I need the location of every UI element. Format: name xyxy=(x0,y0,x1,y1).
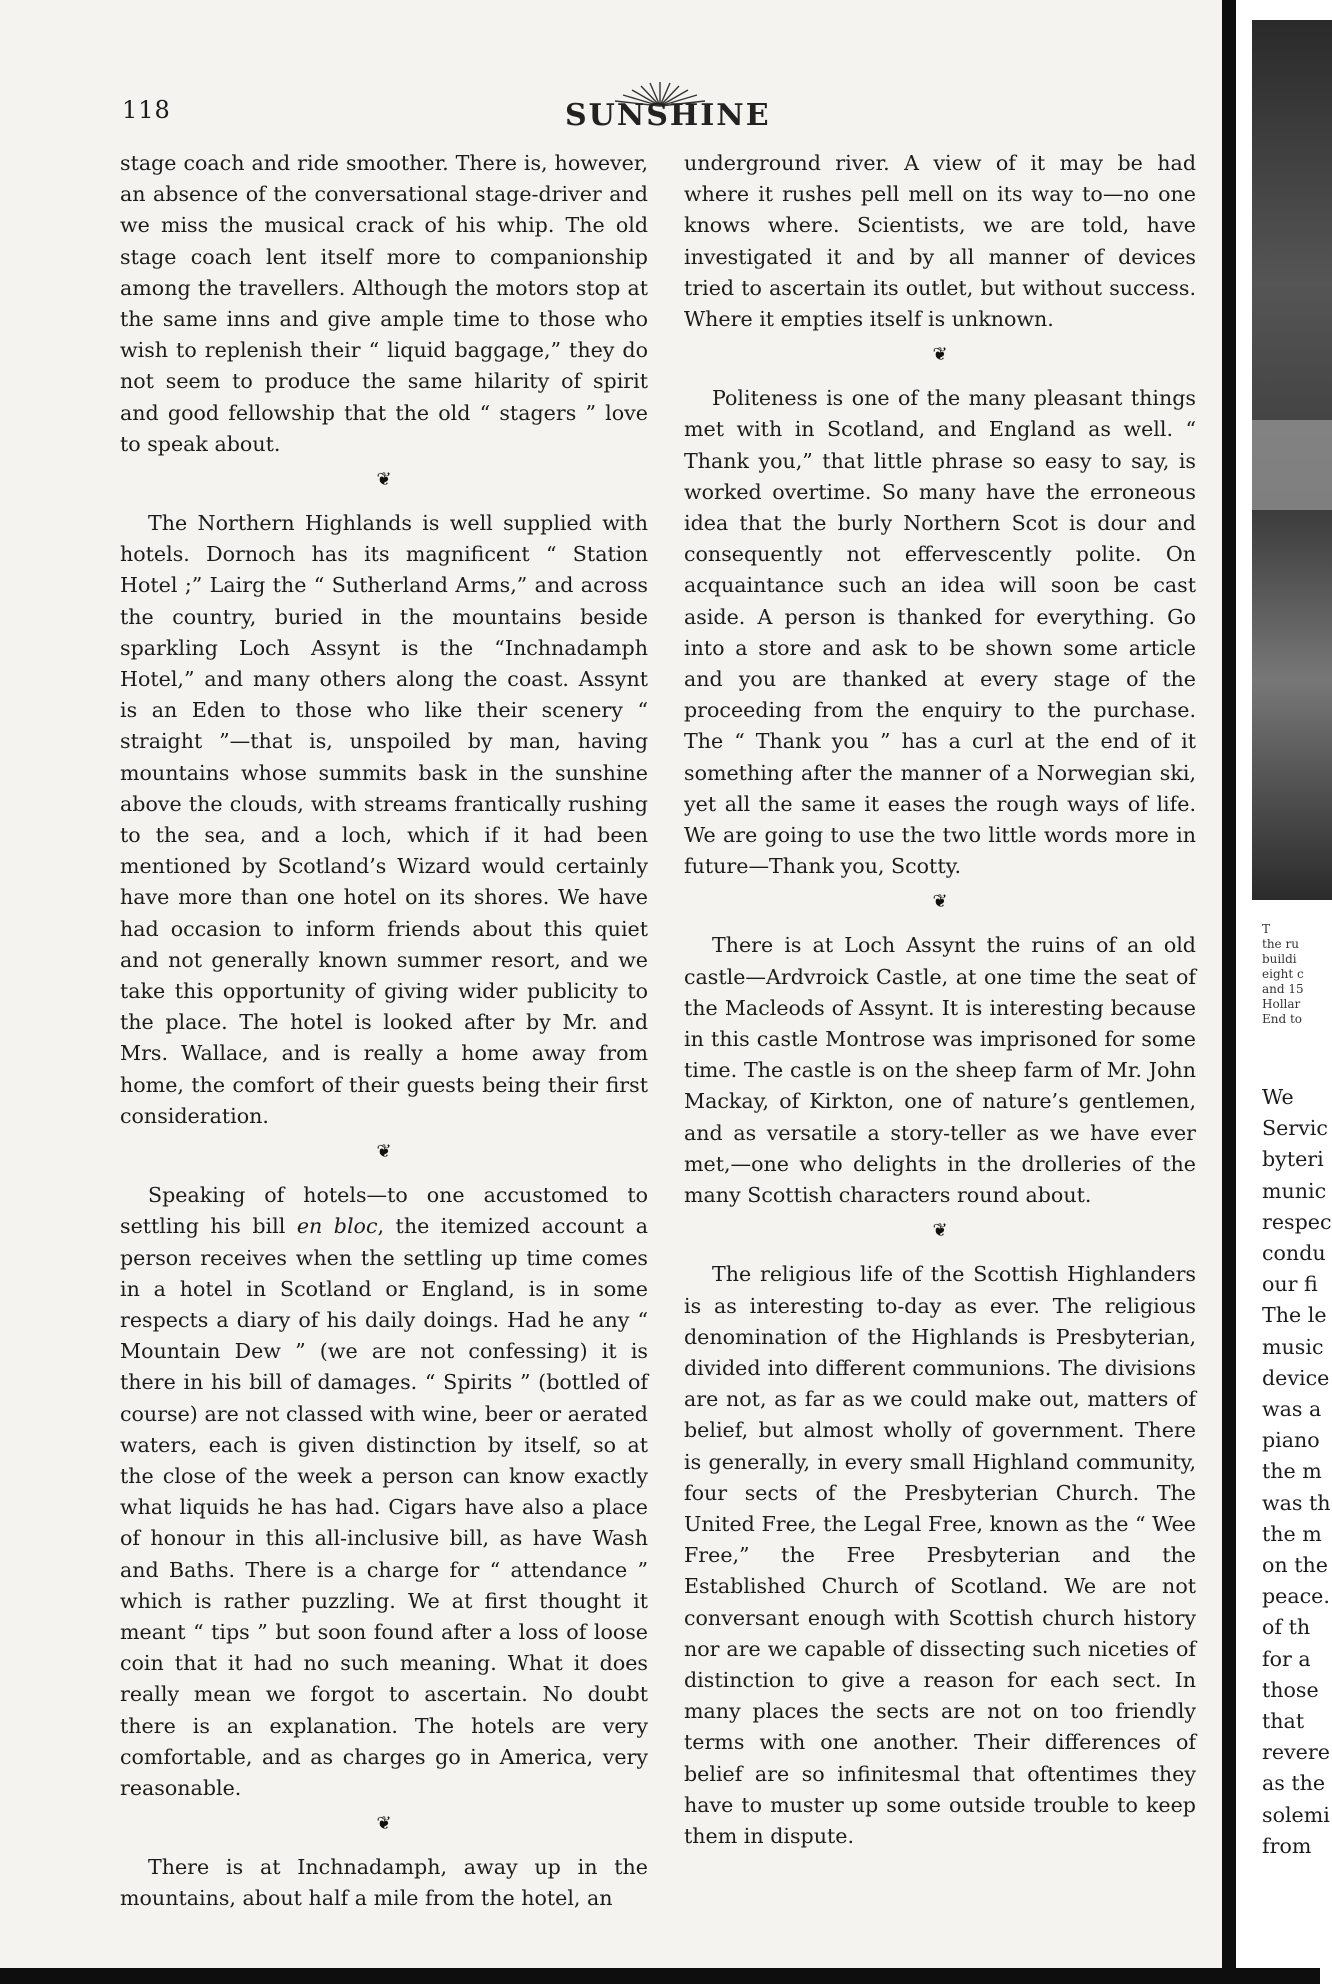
paragraph: stage coach and ride smoother. There is, however, an absence of the conversational stage-driver and we miss the musical crack of his whip. The old stage coach lent itself more to companionship among the travellers. Although the motors stop at the same inns and give ample time to those who wish to replenish their “ liquid baggage,” they do not seem to produce the same hilarity of spirit and good fellowship that the old “ stagers ” love to speak about. xyxy=(120,151,648,456)
paragraph-text: Speaking of hotels—to one accustomed to settling his bill xyxy=(120,1183,648,1239)
paragraph: Politeness is one of the many pleasant things met with in Scotland, and England as well. “ Thank you,” that little phrase so easy to say, is worked overtime. So many have the erroneous idea that the burly Northern Scot is dour and consequently not effervescently polite. On acquaintance such an idea will soon be cast aside. A person is thanked for everything. Go into a store and ask to be shown some article and you are thanked at every stage of the proceeding from the enquiry to the purchase. The “ Thank you ” has a curl at the end of it something after the manner of a Norwegian ski, yet all the same it eases the rough ways of life. We are going to use the two little words more in future—Thank you, Scotty. xyxy=(684,386,1196,879)
masthead-title: SUNSHINE xyxy=(565,98,771,133)
leaf-ornament-icon: ❦ xyxy=(376,469,392,491)
paragraph xyxy=(120,1180,648,1804)
paragraph-text: , the itemized account a person receives when the settling up time comes in a hotel in Scotland or England, is in some respects a diary of his daily doings. Had he any “ Mountain Dew ” (we are not confessing) it is there in his bill of damages. “ Spirits ” (bottled of course) are not classed with wine, beer or aerated waters, each is given distinction by itself, so at the close of the week a person can know exactly what liquids he has had. Cigars have also a place of honour in this all-inclusive bill, as have Wash and Baths. There is a charge for “ attendance ” which is rather puzzling. We at first thought it meant “ tips ” but soon found after a loss of loose coin that it had no such meaning. What it does really mean we forgot to ascertain. No doubt there is an explanation. The hotels are very comfortable, and as charges go in America, very reasonable. xyxy=(120,1214,648,1800)
page-number: 118 xyxy=(122,96,171,124)
facing-page-text-fragment: We Servic byteri munic respec condu our fi The le music device was a piano the m was th the m on the peace. of th for a those that revere as the solemi from xyxy=(1262,1085,1332,1858)
left-column xyxy=(120,148,648,1915)
paragraph: There is at Loch Assynt the ruins of an old castle—Ardvroick Castle, at one time the seat of the Macleods of Assynt. It is interesting because in this castle Montrose was imprisoned for some time. The castle is on the sheep farm of Mr. John Mackay, of Kirkton, one of nature’s gentlemen, and as versatile a story-teller as we have ever met,—one who delights in the drolleries of the many Scottish characters round about. xyxy=(684,933,1196,1208)
paragraph: The religious life of the Scottish Highlanders is as interesting to-day as ever. The religious denomination of the Highlands is Presbyterian, divided into different communions. The divisions are not, as far as we could make out, matters of belief, but almost wholly of government. There is generally, in every small Highland community, four sects of the Presbyterian Church. The United Free, the Legal Free, known as the “ Wee Free,” the Free Presbyterian and the Established Church of Scotland. We are not conversant enough with Scottish church history nor are we capable of dissecting such niceties of distinction to give a reason for each sect. In many places the sects are not on too friendly terms with one another. Their differences of belief are so infinitesmal that oftentimes they have to muster up some outside trouble to keep them in dispute. xyxy=(684,1262,1196,1848)
masthead xyxy=(565,80,771,136)
photo-caption-fragment: T the ru buildi eight c and 15 Hollar End to xyxy=(1262,922,1304,1026)
photo-highlight xyxy=(1252,420,1332,510)
leaf-ornament-icon: ❦ xyxy=(932,344,948,366)
leaf-ornament-icon: ❦ xyxy=(932,1220,948,1242)
leaf-ornament-icon: ❦ xyxy=(376,1813,392,1835)
right-column xyxy=(684,148,1196,1852)
italic-phrase: en bloc xyxy=(296,1214,378,1239)
paragraph: underground river. A view of it may be had where it rushes pell mell on its way to—no one knows where. Scientists, we are told, have investigated it and by all manner of devices tried to ascertain its outlet, but without success. Where it empties itself is unknown. xyxy=(684,151,1196,332)
leaf-ornament-icon: ❦ xyxy=(932,891,948,913)
paragraph: There is at Inchnadamph, away up in the mountains, about half a mile from the hotel, an xyxy=(120,1855,648,1911)
gutter-shadow xyxy=(1222,0,1236,1984)
leaf-ornament-icon: ❦ xyxy=(376,1141,392,1163)
paragraph: The Northern Highlands is well supplied with hotels. Dornoch has its magnificent “ Station Hotel ;” Lairg the “ Sutherland Arms,” and across the country, buried in the mountains beside sparkling Loch Assynt is the “Inchnadamph Hotel,” and many others along the coast. Assynt is an Eden to those who like their scenery “ straight ”—that is, unspoiled by man, having mountains whose summits bask in the sunshine above the clouds, with streams frantically rushing to the sea, and a loch, which if it had been mentioned by Scotland’s Wizard would certainly have more than one hotel on its shores. We have had occasion to inform friends about this quiet and not generally known summer resort, and we take this opportunity of giving wider publicity to the place. The hotel is looked after by Mr. and Mrs. Wallace, and is really a home away from home, the comfort of their guests being their first consideration. xyxy=(120,511,648,1128)
bottom-edge xyxy=(0,1968,1320,1984)
